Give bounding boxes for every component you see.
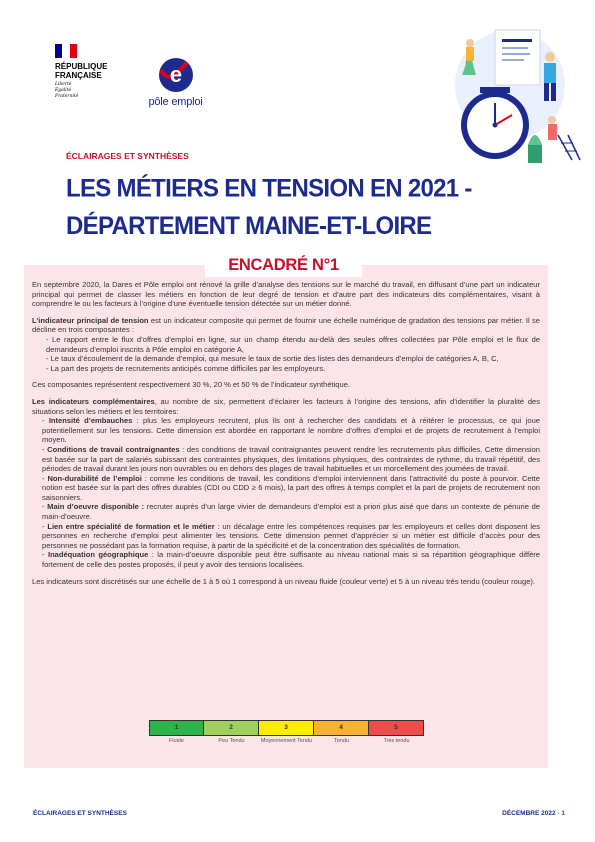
page-title [66, 170, 472, 246]
scale-label: Peu Tendu [218, 738, 245, 744]
section-kicker: ÉCLAIRAGES ET SYNTHÈSES [66, 151, 189, 161]
principal-item: - Le taux d’écoulement de la demande d’emploi, qui mesure le taux de sortie des listes des demandeurs d’emploi de catégories A, B, C, [46, 354, 499, 364]
rf-motto: Liberté Égalité Fraternité [55, 82, 79, 99]
scale-label: Moyennement Tendu [260, 738, 313, 744]
scale-label: Très tendu [383, 738, 410, 744]
french-flag-icon [55, 44, 77, 58]
intro-paragraph: En septembre 2020, la Dares et Pôle emploi ont rénové la grille d’analyse des tensions sur le marché du travail, en diffusant d’une part un indicateur principal qui permet de classer les métiers en fonction de leur degré de tension et d’autre part des indicateurs dits complémentaires, visant à comprendre le ou les facteurs à l’origine d’une éventuelle tension détectée sur un métier donné. [32, 280, 540, 309]
pole-emploi-logo-icon [155, 56, 197, 94]
footer-date-page [502, 810, 565, 817]
scale-label: Fluide [169, 738, 184, 744]
complementary-item: - Inadéquation géographique : la main-d’oeuvre disponible peut être suffisante au niveau national mais si sa répartition géographique diffère fortement de celle des postes proposés, il peut y avoir des tensions localisées. [42, 550, 541, 570]
complementary-text: , au nombre de six, permettent d’éclairer les facteurs à l’origine des tensions, afin d’identifier la pluralité des situations selon les métiers et les territoires: [32, 396, 540, 416]
principal-item: - Le rapport entre le flux d’offres d’emploi en ligne, sur un champ étendu au-delà des seules offres collectées par Pôle emploi et le flux de demandeurs d’emploi inscrits à Pôle emploi en catégorie A, [46, 334, 540, 354]
principal-paragraph [32, 316, 540, 335]
rf-name: RÉPUBLIQUE FRANÇAISE [55, 62, 108, 80]
complementary-item: - Intensité d’embauches : plus les employeurs recrutent, plus ils ont à rechercher des candidats et à réitérer le processus, ce qui joue potentiellement sur les tensions. Cette dimension est abordée en rapportant le nombre d’offres d’emploi et de projets de recrutement à l’emploi moyen. [42, 416, 540, 445]
complementary-item: - Conditions de travail contraignantes : des conditions de travail contraignantes peuvent rendre les recrutements plus difficiles. Cette dimension est basée sur la part de salariés subissant des contraintes physiques, des limitations physiques, des contraintes de rythme, du travail répétitif, des périodes de travail durant les jours non ouvrables ou en dehors des plages de travail habituelles et un morcellement des journées de travail. [42, 444, 540, 474]
scale-swatch: 5 [369, 720, 424, 736]
complementary-item: - Main d’oeuvre disponible : recruter auprès d’un large vivier de demandeurs d’emploi est a priori plus aisé que dans un contexte de pénurie de main-d’oeuvre. [42, 502, 540, 522]
svg-text:e: e [169, 62, 182, 87]
encadre-label: ENCADRÉ N°1 [205, 253, 362, 277]
scale-swatch: 4 [314, 720, 369, 736]
complementary-paragraph [32, 397, 540, 416]
title-line-2: DÉPARTEMENT MAINE-ET-LOIRE [66, 212, 432, 241]
scale-level-5 [369, 720, 424, 745]
footer-date: DÉCEMBRE 2022 [502, 810, 556, 817]
footer-series: ÉCLAIRAGES ET SYNTHÈSES [33, 810, 127, 817]
principal-lead: L’indicateur principal de tension [32, 315, 149, 325]
complementary-item: - Non-durabilité de l’emploi : comme les conditions de travail, les conditions d’emploi interviennent dans l’attractivité du poste à pourvoir. Cette notion est basée sur la part des offres durables (CDI ou CDD ≥ 6 mois), la part des offres à temps complet et la part de projets de recrutement non saisonniers. [42, 473, 540, 502]
complementary-lead: Les indicateurs complémentaires [32, 396, 155, 406]
pole-emploi-logo [138, 56, 213, 108]
encadre-content [32, 280, 540, 593]
pole-emploi-name: pôle emploi [148, 96, 203, 108]
page-number: - 1 [557, 810, 565, 817]
tension-scale [149, 720, 424, 745]
scale-level-4 [314, 720, 369, 745]
scale-swatch: 2 [204, 720, 259, 736]
weights-paragraph: Ces composantes représentent respectivement 30 %, 20 % et 50 % de l’indicateur synthétique. [32, 380, 350, 390]
scale-label: Tendu [334, 738, 349, 744]
scale-swatch: 1 [149, 720, 204, 736]
title-line-1: LES MÉTIERS EN TENSION EN 2021 - [66, 174, 472, 203]
principal-item: - La part des projets de recrutements anticipés comme difficiles par les employeurs. [46, 363, 326, 373]
principal-text: est un indicateur composite qui permet de fournir une échelle numérique de gradation des tensions par métier. Il se décline en trois composantes : [32, 315, 540, 335]
complementary-item: - Lien entre spécialité de formation et le métier : un décalage entre les compétences requises par les employeurs et celles dont disposent les personnes en recherche d’emploi peut alimenter les tensions. Cette dimension permet d’apprécier si un métier est difficile d’accès pour des personnes ne possédant pas la formation requise, à partir de la spécificité et de la concentration des spécialités de formation. [42, 521, 540, 550]
encadre-box [24, 265, 548, 768]
scale-level-3 [259, 720, 314, 745]
clock-and-people-illustration [440, 25, 585, 170]
scale-level-2 [204, 720, 259, 745]
discretisation-paragraph: Les indicateurs sont discrétisés sur une échelle de 1 à 5 où 1 correspond à un niveau fluide (couleur verte) et 5 à un niveau très tendu (couleur rouge). [32, 576, 536, 586]
republique-francaise-logo [55, 44, 125, 100]
scale-level-1 [149, 720, 204, 745]
scale-swatch: 3 [259, 720, 314, 736]
